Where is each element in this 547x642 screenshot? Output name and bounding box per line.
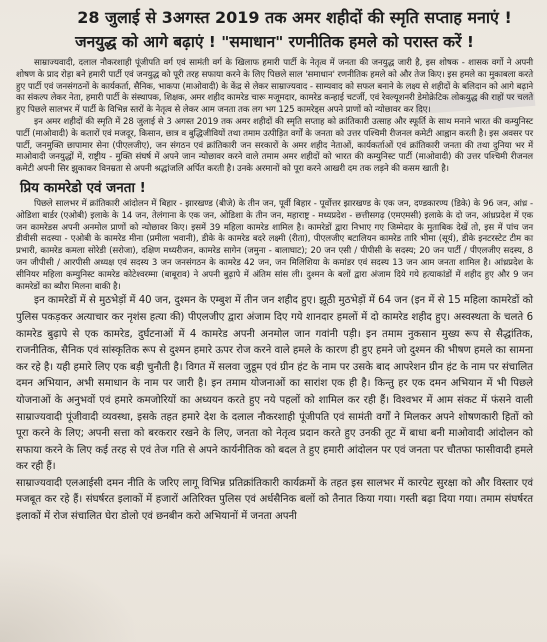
main-paragraph-2: इन कामरेडों में से मुठभेड़ों में 40 जन, दुश्मन के एम्बुश में तीन जन शहीद हुए। झूठी मुठभेड़ों में 64 जन (इन में से 15 महिला कामरेडों को पुलिस पकड़कर अत्याचार कर नृशंस हत्या की) पीएलजीए द्वारा अंजाम दिए गये शानदार हमलों में दो कामरेड शहीद हुए। अस्वस्थता के चलते 6 कामरेड बुढ़ापे से एक कामरेड, दुर्घटनाओं में 4 कामरेड अपनी अनमोल जान गवांनी पड़ी। इन तमाम नुकसान मुख्य रूप से सैद्धांतिक, राजनीतिक, सैनिक एवं सांस्कृतिक रूप से दुश्मन हमारे ऊपर रोज करने वाले हमले के कारण ही हुए हमने जो दुश्मन की भीषण हमले का सामना कर रहे है। यही हमारे लिए एक बड़ी चुनौती है। विगत में सलवा जुडूम एवं ग्रीन हंट के नाम पर उसके बाद आपरेशन ग्रीन हंट के नाम पर संचालित दमन अभियान, अभी समाधान के नाम पर जारी है। इन तमाम योजनाओं का सारांश एक ही है। किन्तु हर एक दमन अभियान में भी पिछले योजनाओं के अनुभवों एवं हमारे कमजोरियों का अध्ययन करते हुए नये पहलों को शामिल कर रही हैं। विश्वभर में आम संकट में फंसने वाली साम्राज्यवादी पूंजीवादी व्यवस्था, इसके तहत हमारे देश के दलाल नौकरशाही पूंजीपति एवं सामंती वर्गों ने मिलकर अपने शोषणकारी हितों को पूरा करने के लिए; अपनी सत्ता को बरकरार रखने के लिए, जनता को नेतृत्व प्रदान करते हुए उनकी तूट में बाधा बनी माओवादी आंदोलन को सफाया करने के लिए कई तरह से एवं तेज गति से अपने कार्यनीतिक को बदल ते हुए हमारी आंदोलन पर एवं जनता पर चौतफा फासीवादी हमले कर रही हैं। (16, 295, 533, 473)
leaflet-subtitle: जनयुद्ध को आगे बढ़ाएं ! "समाधान" रणनीतिक हमले को परास्त करें ! (75, 33, 474, 51)
intro-paragraph-1: साम्राज्यवादी, दलाल नौकरशाही पूंजीपति वर्ग एवं सामंती वर्ग के खिलाफ हमारी पार्टी के नेतृत्व में जनता की जनयुद्ध जारी है, इस शोषक - शासक वर्गो ने अपनी शोषण के प्राद रोड़ा बने हमारी पार्टी एवं जनयुद्ध को पूरी तरह सफाया करने के लिए पिछले साल 'समाधान' रणनीतिक हमले को और तेज किए। इस हमले का मुकाबला करते हुए पार्टी एवं जनसंगठनों के कार्यकर्ता, सैनिक, भाकपा (माओवादी) के केंद्र से लेकर साम्राज्यवाद - साम्यवाद को सफल बनाने के लक्ष्य से शहीदों के बलिदान को आगे बढ़ाने का संकल्प लेकर नेता, हमारी पार्टी के संस्थापक, शिक्षक, अमर शहीद कामरेड चारू मजूमदार, कामरेड कन्हाई चटर्जी, एवं रेवल्यूशनरी डेमोक्रेटिक लोकयुद्ध की राहों पर चलते हुए पिछले सालभर में पार्टी के विभिन्न स्तरों के नेतृत्व से लेकर आम जनता तक लग भग 125 कामरेड्स अपने प्राणों को न्योछावर कर दिए। (16, 58, 533, 116)
leaflet-title: 28 जुलाई से 3अगस्त 2019 तक अमर शहीदों की स्मृति सप्ताह मनाएं ! (77, 8, 512, 27)
section-heading: प्रिय कामरेडो एवं जनता ! (20, 179, 146, 196)
intro-paragraph-2: इन अमर शहीदों की स्मृति में 28 जुलाई से 3 अगस्त 2019 तक अमर शहीदों की स्मृति सप्ताह को क्रांतिकारी उत्साह और स्फूर्ति के साथ मनाने भारत की कम्युनिस्ट पार्टी (माओवादी) के कतारों एवं मजदूर, किसान, छात्र व बुद्धिजीवियों तथा तमाम उत्पीड़ित वर्गों के जनता को उत्तर पश्चिमी रीजनल कमेटी आह्वान करती है। इस अवसर पर पार्टी, जनमुक्ति छापामार सेना (पीएलजीए), जन संगठन एवं क्रांतिकारी जन सरकारों के अमर शहीद नेताओं, कार्यकर्ताओं एवं क्रांतिकारी जनता की तथा दुनिया भर में माओवादी जनयुद्धों में, राष्ट्रीय - मुक्ति संघर्ष में अपने जान न्योछावर करने वाले तमाम अमर शहीदों को भारत की कम्युनिस्ट पार्टी (माओवादी) की उत्तर पश्चिमी रीजनल कमेटी अपनी सिर झुकाकर विनम्रता से अपनी श्रद्धांजलि अर्पित करती है। उनके अरमानों को पूरा करने आखरी दम तक लड़ने की कसम खाती है। (16, 116, 533, 175)
main-paragraph-1: पिछले सालभर में क्रांतिकारी आंदोलन में बिहार - झारखण्ड (बीजे) के तीन जन, पूर्वी बिहार - पूर्वोत्तर झारखण्ड के एक जन, दण्डकारण्य (डिके) के 96 जन, आंध्र - ओडिशा बार्डर (एओबी) इलाके के 14 जन, तेलंगाना के एक जन, ओडिशा के तीन जन, महाराष्ट्र - मध्यप्रदेश - छत्तीसगढ़ (एमएमसी) इलाके के दो जन, आंध्रप्रदेश में एक जन कामरेडस अपनी अनमोल प्राणों को न्योछावर किए। इसमें 39 महिला कामरेड शामिल है। कामरेडों द्वारा निभाए गए जिम्मेदार के मुताबिक देखें तो, इस में पांच जन डीवीसी सदस्या - एओबी के कामरेड मीना (प्रमीला भवानी), डीके के कामरेड बदरे लक्ष्मी (रीता), पीएलजीए बटालियन कामरेड तारि भीमा (सूर्य), डीके इनटरस्टेट टीम का प्रभारी, कामरेड कमला सोरेडी (सरोजा), दक्षिण मध्यरीजन, कामरेड सागेन (जमुना - बालाघाट); 20 जन एसी / पीपीसी के सदस्य; 20 जन पार्टी / पीएलजीए सदस्य, 8 जन जीपीसी / आरपीसी अध्यक्ष एवं सदस्य 3 जन जनसंगठन के कामरेड 42 जन, जन मिलिशिया के कमांडर एवं सदस्य 13 जन आम जनता शामिल है। आंध्रप्रदेश के सीनियर महिला कम्युनिस्ट कामरेड कोटेश्वरम्मा (बाबूराव) ने अपनी बुढ़ापे में अंतिम सांस ली। दुश्मन के बलों द्वारा अंजाम दिये गये हत्याकांडों में शहीद हुए और 9 जन कामरेडों का ब्यौरा मिलना बाकी है। (16, 198, 533, 292)
main-paragraph-3: साम्राज्यवादी एलआईसी दमन नीति के जरिए लागू विभिन्न प्रतिक्रांतिकारी कार्यक्रमों के तहत इस सालभर में कारपेट सुरक्षा को और विस्तार एवं मजबूत कर रहे हैं। संघर्षरत इलाकों में हजारों अतिरिक्त पुलिस एवं अर्धसैनिक बलों को तैनात किया गया। गस्ती बढ़ा दिया गया। तमाम संघर्षरत इलाकों में रोज संचालित घेरा डोलो एवं छनबीन करो अभियानों में जनता अपनी (16, 477, 533, 523)
